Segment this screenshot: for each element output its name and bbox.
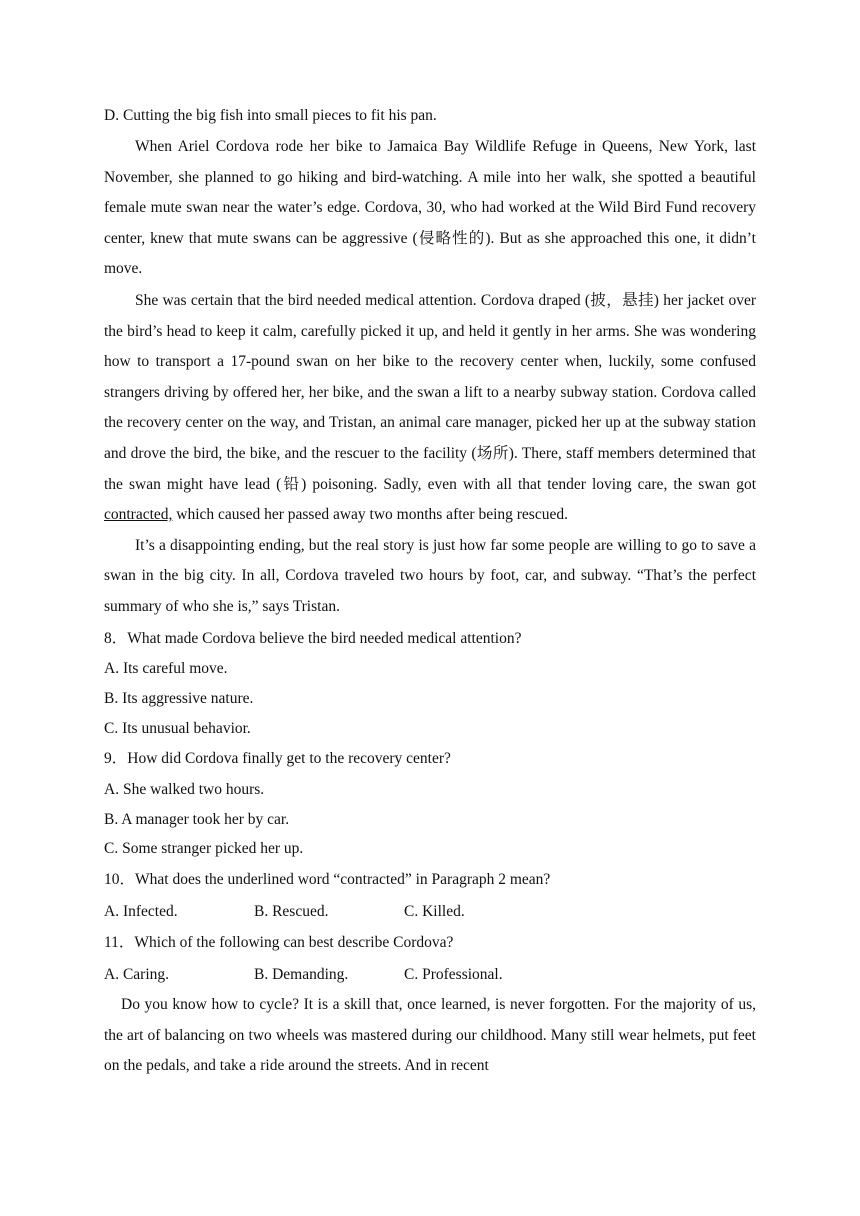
question-10-option-c: C. Killed. [404,902,465,920]
paragraph-2-text-after: which caused her passed away two months after being rescued. [172,506,568,524]
question-9-option-a: A. She walked two hours. [104,780,265,798]
question-11-options [104,959,756,991]
question-8-option-a: A. Its careful move. [104,660,228,677]
passage-paragraph-1: When Ariel Cordova rode her bike to Jamaica Bay Wildlife Refuge in Queens, New York, last November, she planned to go hiking and bird-watching. A mile into her walk, she spotted a beautiful female mute swan near the water’s edge. Cordova, 30, who had worked at the Wild Bird Fund recovery center, knew that mute swans can be aggressive (侵略性的). But as she approached this one, it didn’t move. [104,138,756,278]
question-8-stem: 8．What made Cordova believe the bird needed medical attention? [104,629,522,647]
question-10-stem: 10．What does the underlined word “contracted” in Paragraph 2 mean? [104,871,551,889]
paragraph-2-text-before: She was certain that the bird needed medical attention. Cordova draped (披，悬挂) her jacket over the bird’s head to keep it calm, carefully picked it up, and held it gently in her arms. She was wondering how to transport a 17-pound swan on her bike to the recovery center when, luckily, some confused strangers driving by offered her, her bike, and the swan a lift to a nearby subway station. Cordova called the recovery center on the way, and Tristan, an animal care manager, picked her up at the subway station and drove the bird, the bike, and the rescuer to the facility (场所). There, staff members determined that the swan might have lead (铅) poisoning. Sadly, even with all that tender loving care, the swan got [104,291,756,493]
question-8-option-c: C. Its unusual behavior. [104,719,251,737]
passage-paragraph-2 [104,286,756,531]
question-8-option-b: B. Its aggressive nature. [104,689,254,707]
previous-option-d: D. Cutting the big fish into small pieces to fit his pan. [104,107,437,124]
question-11-option-a: A. Caring. [104,965,170,983]
question-9-stem: 9．How did Cordova finally get to the recovery center? [104,750,451,768]
document-page [104,103,756,1082]
underlined-word-contracted: contracted, [104,506,173,524]
question-10-options [104,896,756,928]
passage-paragraph-3: It’s a disappointing ending, but the real story is just how far some people are willing to go to save a swan in the big city. In all, Cordova traveled two hours by foot, car, and subway. “That’s the perfect summary of who she is,” says Tristan. [104,536,756,615]
question-11-option-c: C. Professional. [404,965,503,983]
question-10-option-a: A. Infected. [104,902,178,920]
question-9-option-c: C. Some stranger picked her up. [104,840,304,858]
question-10-option-b: B. Rescued. [254,902,329,920]
question-9-option-b: B. A manager took her by car. [104,810,290,828]
next-passage-paragraph: Do you know how to cycle? It is a skill that, once learned, is never forgotten. For the majority of us, the art of balancing on two wheels was mastered during our childhood. Many still wear helmets, put feet on the pedals, and take a ride around the streets. And in recent [104,996,756,1075]
question-11-stem: 11．Which of the following can best describe Cordova? [104,934,454,952]
question-11-option-b: B. Demanding. [254,965,349,983]
